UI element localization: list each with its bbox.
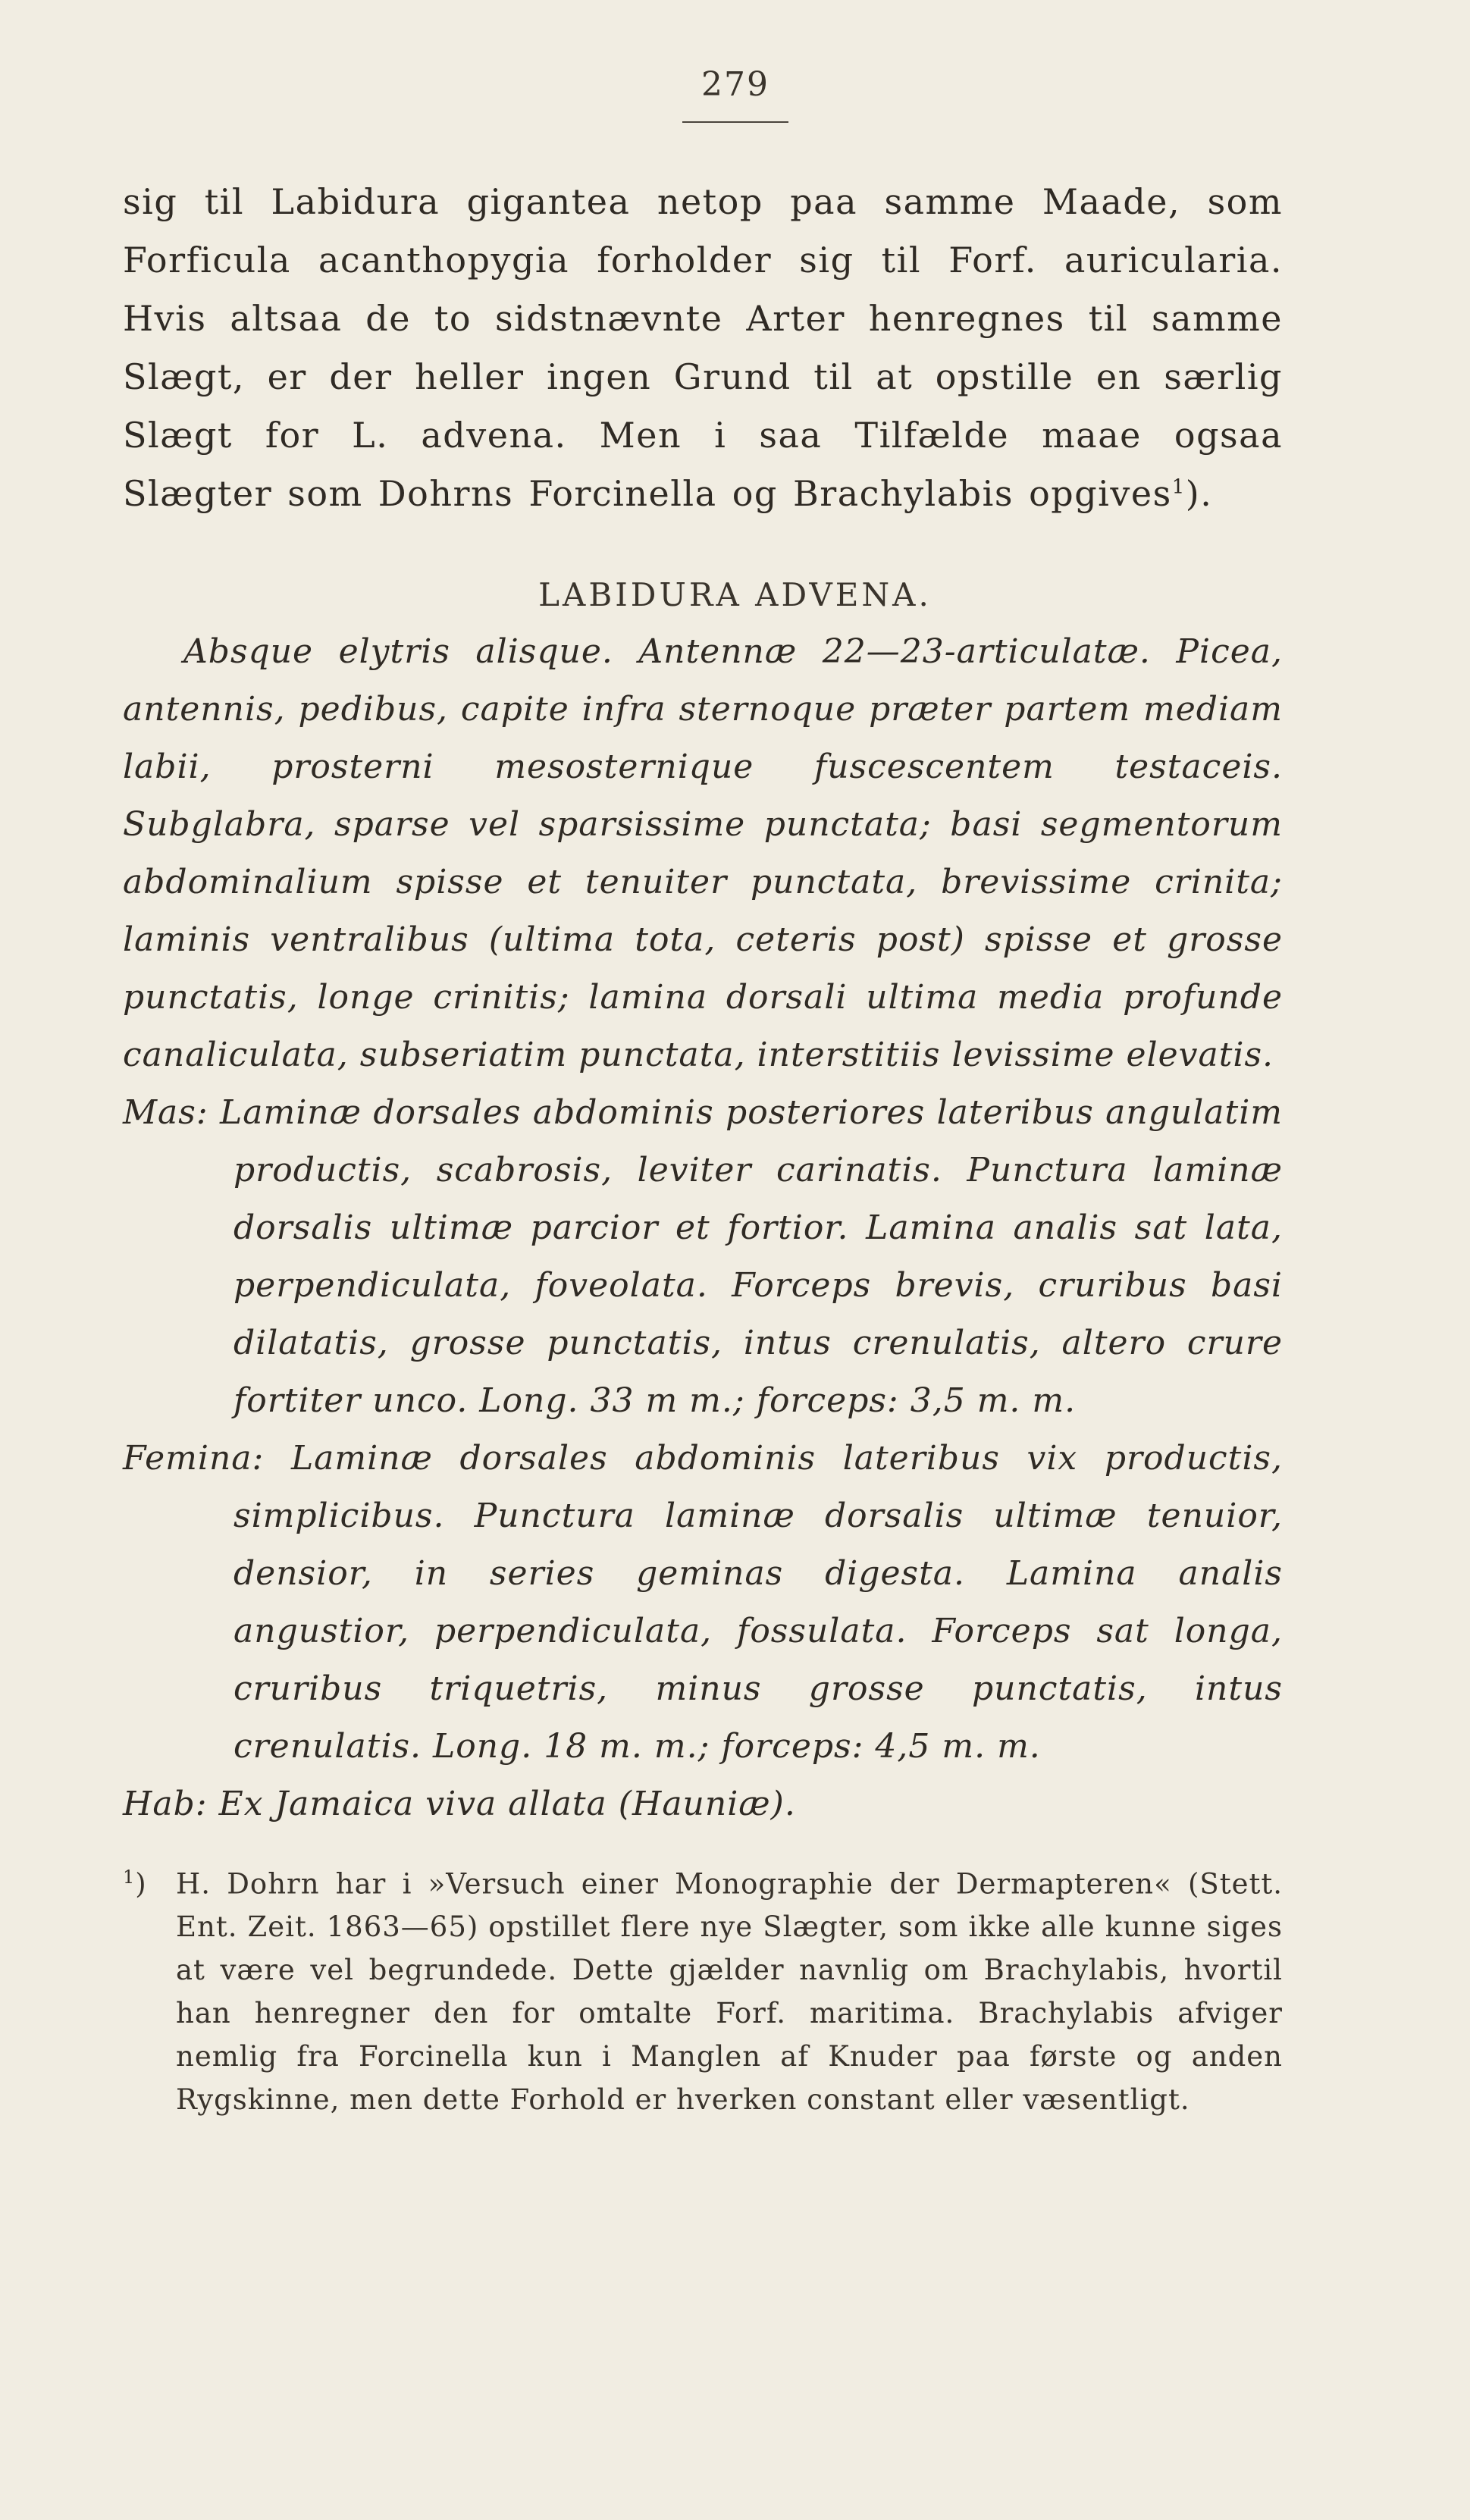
description-paragraph: Absque elytris alisque. Antennæ 22—23-articulatæ. Picea, antennis, pedibus, capite infra sternoque præter partem mediam labii, prosterni mesosternique fuscescentem testaceis. Subglabra, sparse vel sparsissime punctata; basi segmentorum abdominalium spisse et tenuiter punctata, brevissime crinita; laminis ventralibus (ultima tota, ceteris post) spisse et grosse punctatis, longe crinitis; lamina dorsali ultima media profunde canaliculata, subseriatim punctata, interstitiis levissime elevatis. [123, 632, 1283, 1074]
footnote-mark-number: 1 [123, 1866, 136, 1888]
species-description [123, 623, 1283, 1833]
footnote-text: H. Dohrn har i »Versuch einer Monographie der Dermapteren« (Stett. Ent. Zeit. 1863—65) opstillet flere nye Slægter, som ikke alle kunne siges at være vel begrundede. Dette gjælder navnlig om Brachylabis, hvortil han henregner den for omtalte Forf. maritima. Brachylabis afviger nemlig fra Forcinella kun i Manglen af Knuder paa første og anden Rygskinne, men dette Forhold er hverken constant eller væsentligt. [176, 1867, 1283, 2117]
page-number: 279 [701, 65, 769, 104]
footnote-reference[interactable]: 1 [1171, 475, 1186, 499]
main-paragraph-text: sig til Labidura gigantea netop paa samme Maade, som Forficula acanthopygia forholder sig til Forf. auricularia. Hvis altsaa de to sidstnævnte Arter henregnes til samme Slægt, er der heller ingen Grund til at opstille en særlig Slægt for L. advena. Men i saa Tilfælde maae ogsaa Slægter som Dohrns Forcinella og Brachylabis opgives [123, 181, 1283, 514]
footnote [123, 1856, 1283, 2121]
femina-paragraph: Femina: Laminæ dorsales abdominis lateribus vix productis, simplicibus. Punctura laminæ dorsalis ultimæ tenuior, densior, in series geminas digesta. Lamina analis angustior, perpendiculata, fossulata. Forceps sat longa, cruribus triquetris, minus grosse punctatis, intus crenulatis. Long. 18 m. m.; forceps: 4,5 m. m. [123, 1439, 1283, 1766]
habitat-paragraph: Hab: Ex Jamaica viva allata (Hauniæ). [123, 1785, 796, 1823]
main-paragraph-end: ). [1185, 473, 1213, 514]
main-paragraph [123, 173, 1283, 523]
footnote-mark-paren: ) [135, 1867, 147, 1901]
page-number-underline [682, 121, 788, 123]
footnote-mark [123, 1856, 176, 1905]
mas-paragraph: Mas: Laminæ dorsales abdominis posteriores lateribus angulatim productis, scabrosis, leviter carinatis. Punctura laminæ dorsalis ultimæ parcior et fortior. Lamina analis sat lata, perpendiculata, foveolata. Forceps brevis, cruribus basi dilatatis, grosse punctatis, intus crenulatis, altero crure fortiter unco. Long. 33 m m.; forceps: 3,5 m. m. [123, 1093, 1283, 1420]
species-heading: LABIDURA ADVENA. [538, 576, 932, 613]
footnote-paragraph [123, 1856, 1283, 2121]
